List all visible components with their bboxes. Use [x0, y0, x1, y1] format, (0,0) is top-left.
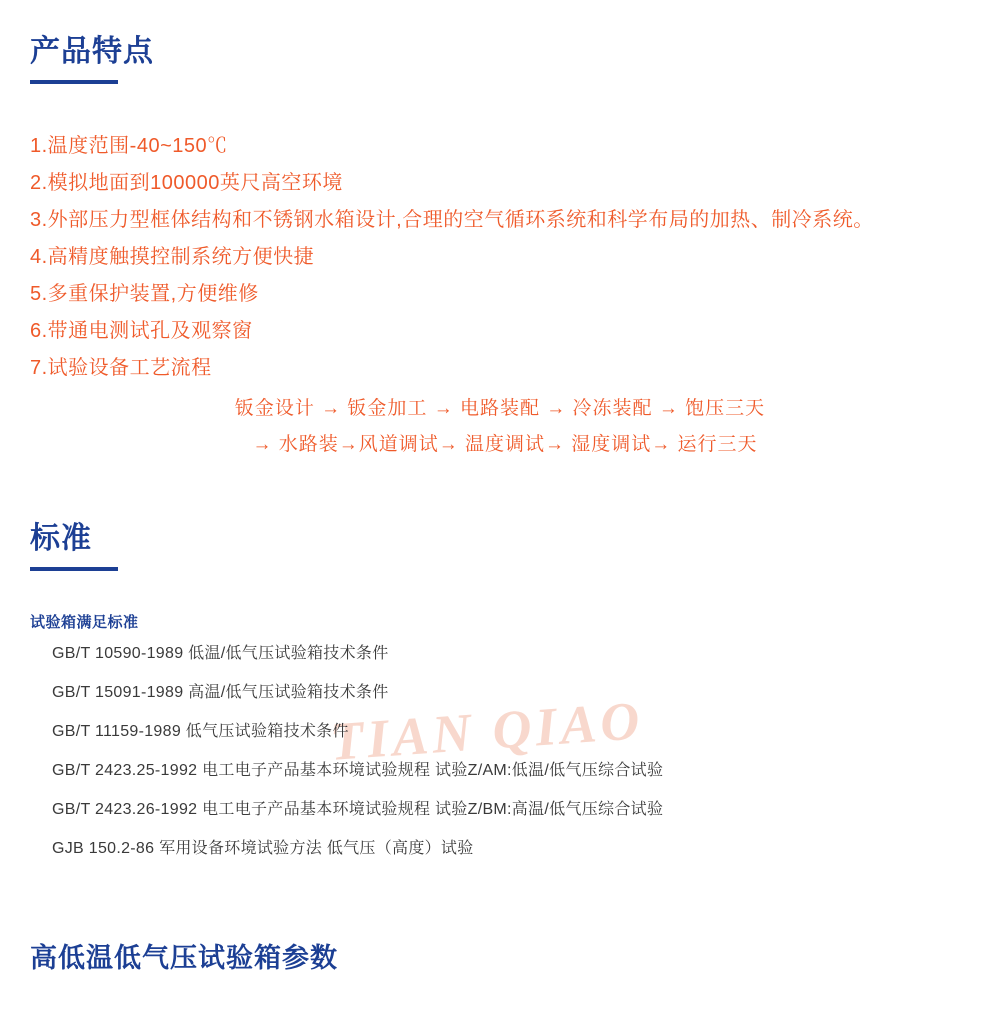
- list-item: GJB 150.2-86 军用设备环境试验方法 低气压（高度）试验: [52, 840, 474, 858]
- document-content: [30, 0, 970, 975]
- feature-item: 1.温度范围-40~150℃: [30, 135, 228, 157]
- list-item: GB/T 11159-1989 低气压试验箱技术条件: [52, 723, 349, 741]
- standards-heading: 标准: [30, 522, 92, 556]
- standards-sub-label: 试验箱满足标准: [30, 614, 139, 632]
- parameters-section: [30, 936, 970, 975]
- list-item: GB/T 2423.25-1992 电工电子产品基本环境试验规程 试验Z/AM:低温/低气压综合试验: [52, 762, 664, 780]
- feature-item: 3.外部压力型框体结构和不锈钢水箱设计,合理的空气循环系统和科学布局的加热、制冷系统。: [30, 209, 874, 231]
- product-features-list: [30, 128, 970, 387]
- feature-item: 4.高精度触摸控制系统方便快捷: [30, 246, 315, 268]
- heading-underline: [30, 567, 118, 571]
- parameters-heading: 高低温低气压试验箱参数: [30, 943, 338, 974]
- feature-item: 6.带通电测试孔及观察窗: [30, 320, 253, 342]
- feature-item: 7.试验设备工艺流程: [30, 357, 212, 379]
- product-features-section: [30, 0, 970, 463]
- product-features-heading: 产品特点: [30, 35, 154, 68]
- list-item: GB/T 2423.26-1992 电工电子产品基本环境试验规程 试验Z/BM:高温/低气压综合试验: [52, 801, 664, 819]
- list-item: GB/T 10590-1989 低温/低气压试验箱技术条件: [52, 645, 389, 663]
- heading-underline: [30, 80, 118, 84]
- standards-section: [30, 521, 970, 866]
- process-flow-line-1: 钣金设计 → 钣金加工 → 电路装配 → 冷冻装配 → 饱压三天: [234, 398, 766, 419]
- feature-item: 5.多重保护装置,方便维修: [30, 283, 259, 305]
- feature-item: 2.模拟地面到100000英尺高空环境: [30, 172, 343, 194]
- standards-list: [30, 632, 970, 866]
- process-flow-line-2: → 水路装→风道调试→ 温度调试→ 湿度调试→ 运行三天: [252, 434, 758, 456]
- watermark-text: TIAN QIAO: [328, 690, 646, 772]
- process-flow-diagram: [30, 391, 970, 463]
- list-item: GB/T 15091-1989 高温/低气压试验箱技术条件: [52, 684, 389, 702]
